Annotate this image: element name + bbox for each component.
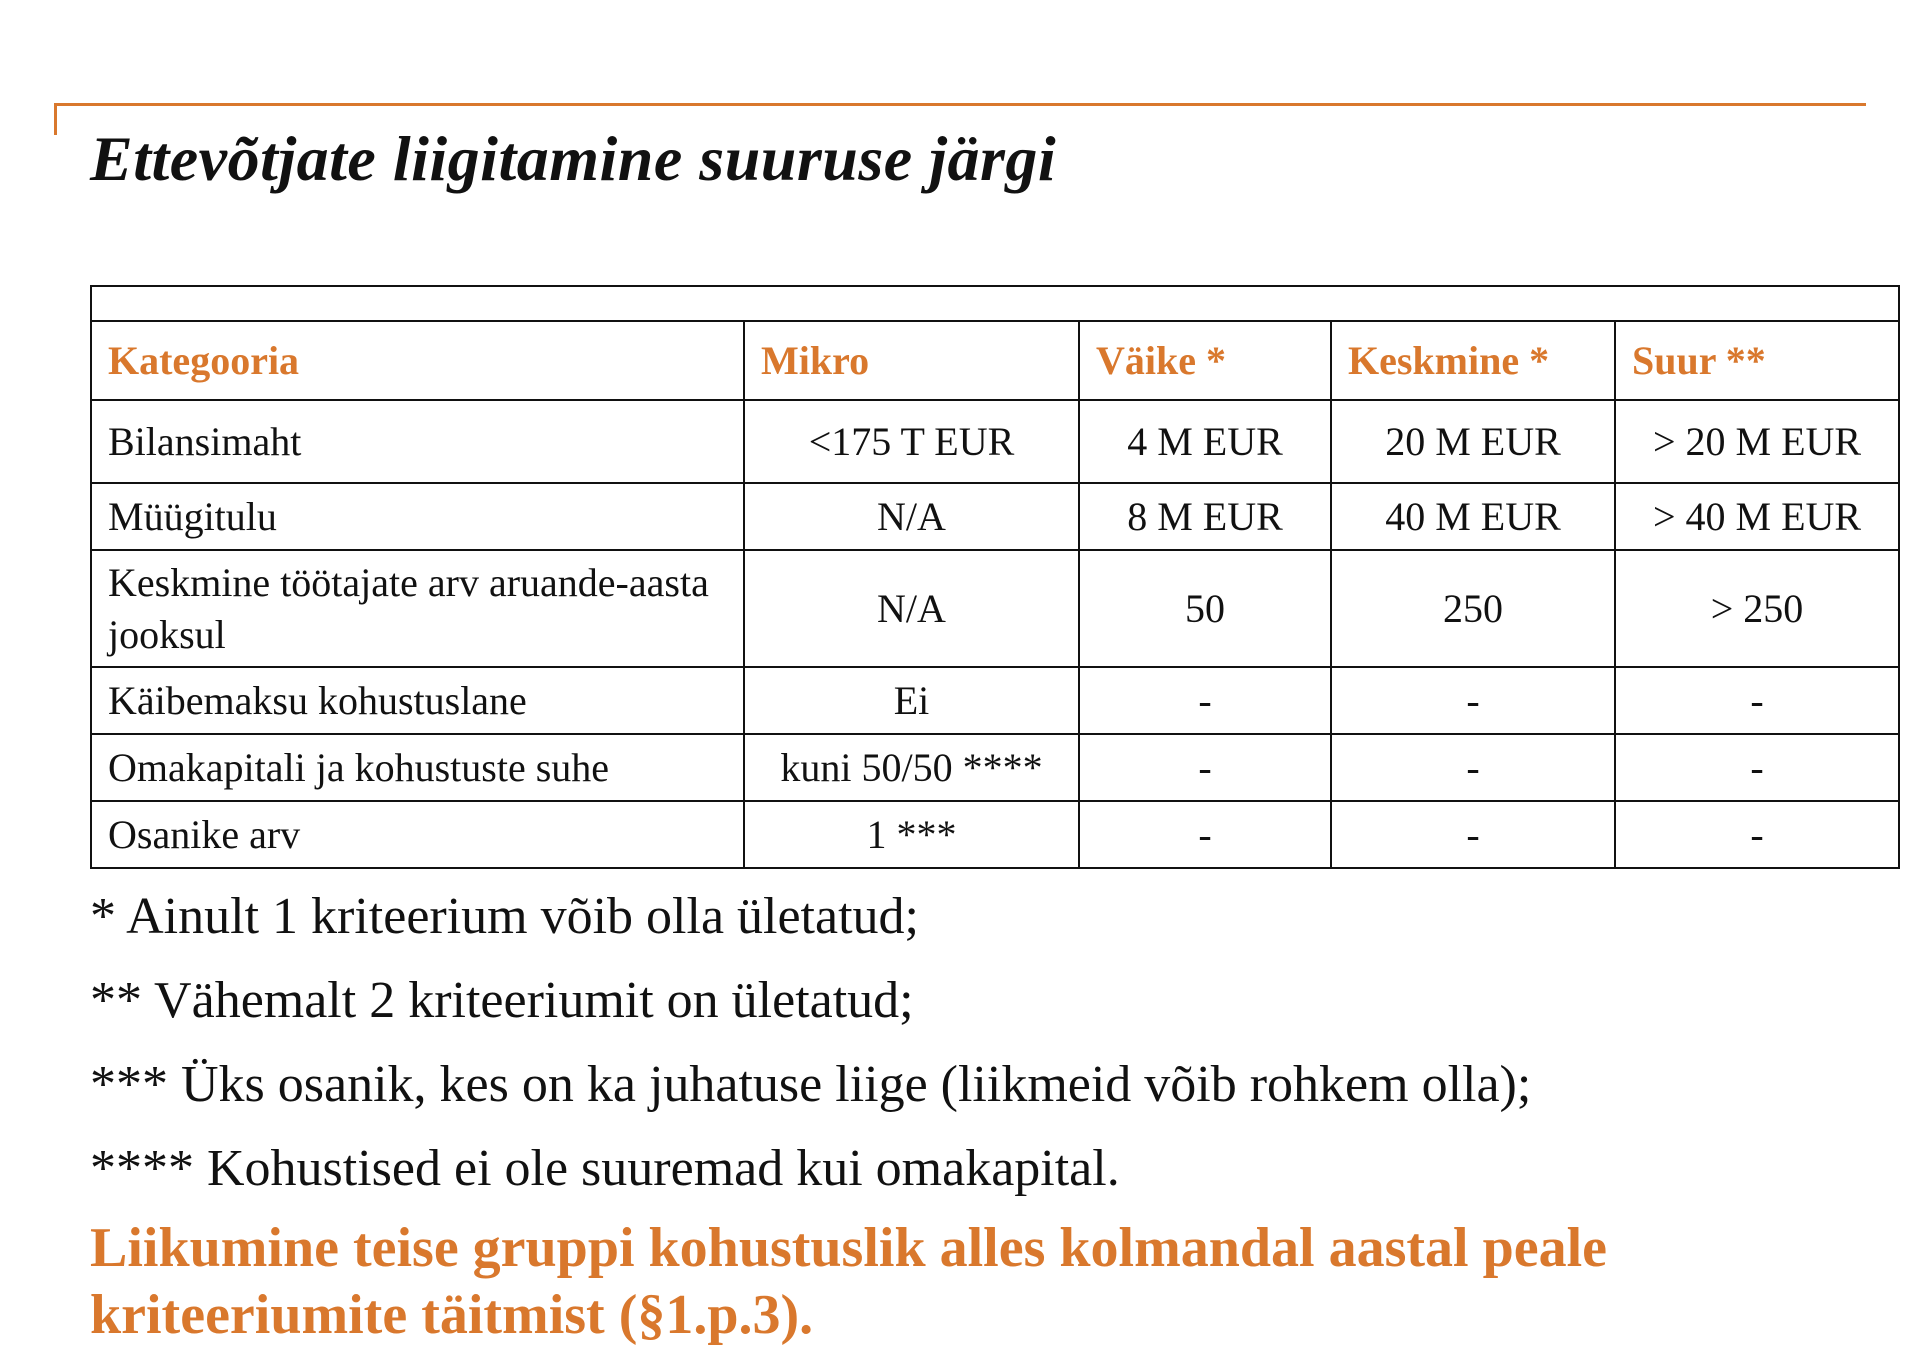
table-cell: - xyxy=(1615,734,1899,801)
table-cell: - xyxy=(1615,667,1899,734)
table-cell: - xyxy=(1331,801,1615,868)
table-header-row xyxy=(91,321,1899,400)
header-cell: Keskmine * xyxy=(1331,321,1615,400)
row-label: Käibemaksu kohustuslane xyxy=(91,667,744,734)
table-cell: 50 xyxy=(1079,550,1331,667)
size-category-table xyxy=(90,285,1900,869)
header-cell: Mikro xyxy=(744,321,1079,400)
table-row xyxy=(91,550,1899,667)
table-cell: - xyxy=(1331,667,1615,734)
footnote: *** Üks osanik, kes on ka juhatuse liige (liikmeid võib rohkem olla); xyxy=(90,1056,1532,1113)
row-label: Bilansimaht xyxy=(91,400,744,483)
header-cell: Kategooria xyxy=(91,321,744,400)
footnotes xyxy=(90,882,1531,1218)
header-cell: Väike * xyxy=(1079,321,1331,400)
table-cell: > 40 M EUR xyxy=(1615,483,1899,550)
table-row xyxy=(91,667,1899,734)
table-cell: - xyxy=(1615,801,1899,868)
table-row xyxy=(91,801,1899,868)
page-title: Ettevõtjate liigitamine suuruse järgi xyxy=(90,123,1057,194)
table-row xyxy=(91,400,1899,483)
table-cell: 40 M EUR xyxy=(1331,483,1615,550)
row-label: Müügitulu xyxy=(91,483,744,550)
table-cell: N/A xyxy=(744,550,1079,667)
table-cell: - xyxy=(1079,734,1331,801)
title-rule xyxy=(54,103,1866,106)
row-label: Osanike arv xyxy=(91,801,744,868)
header-cell: Suur ** xyxy=(1615,321,1899,400)
table-cell: - xyxy=(1331,734,1615,801)
table-cell: 4 M EUR xyxy=(1079,400,1331,483)
table-cell: kuni 50/50 **** xyxy=(744,734,1079,801)
table-cell: N/A xyxy=(744,483,1079,550)
table-cell: <175 T EUR xyxy=(744,400,1079,483)
row-label: Keskmine töötajate arv aruande-aasta jooksul xyxy=(91,550,744,667)
table-cell: - xyxy=(1079,667,1331,734)
table-cell: > 20 M EUR xyxy=(1615,400,1899,483)
table-cell: 250 xyxy=(1331,550,1615,667)
transition-note: Liikumine teise gruppi kohustuslik alles kolmandal aastal peale kriteeriumite täitmist (§1.p.3). xyxy=(90,1217,1607,1346)
table-empty-row xyxy=(91,286,1899,321)
table-cell: 1 *** xyxy=(744,801,1079,868)
table-cell: 20 M EUR xyxy=(1331,400,1615,483)
row-label: Omakapitali ja kohustuste suhe xyxy=(91,734,744,801)
table-cell: > 250 xyxy=(1615,550,1899,667)
table-cell: - xyxy=(1079,801,1331,868)
table-cell: 8 M EUR xyxy=(1079,483,1331,550)
table-row xyxy=(91,483,1899,550)
footnote: * Ainult 1 kriteerium võib olla ületatud; xyxy=(90,888,919,945)
table-row xyxy=(91,734,1899,801)
footnote: **** Kohustised ei ole suuremad kui omakapital. xyxy=(90,1140,1120,1197)
footnote: ** Vähemalt 2 kriteeriumit on ületatud; xyxy=(90,972,914,1029)
title-rule-tick xyxy=(54,103,57,135)
table-cell: Ei xyxy=(744,667,1079,734)
